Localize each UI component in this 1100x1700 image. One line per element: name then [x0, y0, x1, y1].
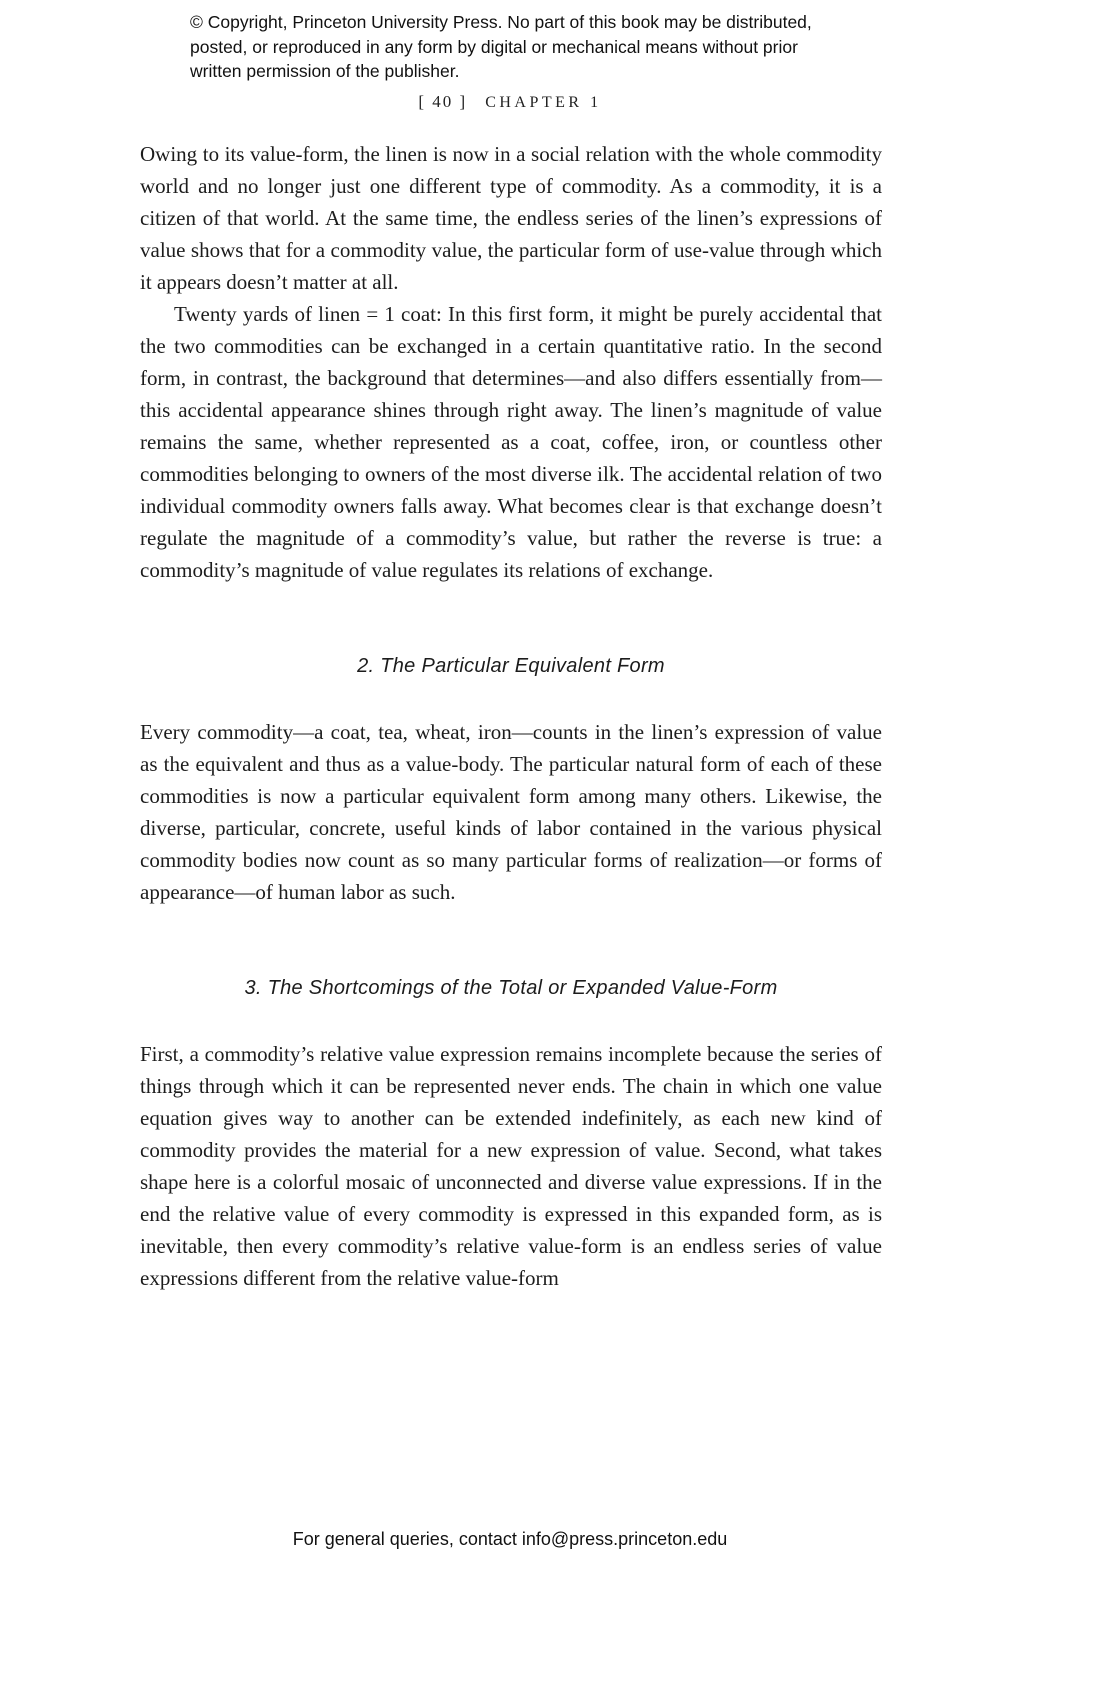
- footer-contact: For general queries, contact info@press.princeton.edu: [292, 1529, 728, 1549]
- chapter-label: CHAPTER 1: [485, 93, 602, 111]
- paragraph-4: First, a commodity’s relative value expression remains incomplete because the series of things through which it can be represented never ends. The chain in which one value equation gives way to another can be extended indefinitely, as each new kind of commodity provides the material for a new expression of value. Second, what takes shape here is a colorful mosaic of unconnected and diverse value expressions. If in the end the relative value of every commodity is expressed in this expanded form, as is inevitable, then every commodity’s relative value-form is an endless series of value expressions different from the relative value-form: [140, 1041, 882, 1290]
- section-heading-particular-equivalent-form: 2. The Particular Equivalent Form: [357, 654, 665, 677]
- body-text: [140, 138, 882, 1294]
- paragraph-3: Every commodity—a coat, tea, wheat, iron—counts in the linen’s expression of value as the equivalent and thus as a value-body. The particular natural form of each of these commodities is now a particular equivalent form among many others. Likewise, the diverse, particular, concrete, useful kinds of labor contained in the various physical commodity bodies now count as so many particular forms of realization—or forms of appearance—of human labor as such.: [140, 719, 882, 904]
- paragraph-1: Owing to its value-form, the linen is now in a social relation with the whole commodity world and no longer just one different type of commodity. As a commodity, it is a citizen of that world. At the same time, the endless series of the linen’s expressions of value shows that for a commodity value, the particular form of use-value through which it appears doesn’t matter at all.: [140, 141, 882, 294]
- page-number: [ 40 ]: [418, 91, 468, 111]
- copyright-notice: © Copyright, Princeton University Press. No part of this book may be distributed, posted, or reproduced in any form by digital or mechanical means without prior written permission of the publisher.: [190, 12, 812, 81]
- paragraph-2: Twenty yards of linen = 1 coat: In this first form, it might be purely accidental that the two commodities can be exchanged in a certain quantitative ratio. In the second form, in contrast, the background that determines—and also differs essentially from—this accidental appearance shines through right away. The linen’s magnitude of value remains the same, whether represented as a coat, coffee, iron, or countless other commodities belonging to owners of the most diverse ilk. The accidental relation of two individual commodity owners falls away. What becomes clear is that exchange doesn’t regulate the magnitude of a commodity’s value, but rather the reverse is true: a commodity’s magnitude of value regulates its relations of exchange.: [140, 301, 882, 582]
- page-header: [140, 92, 880, 112]
- section-heading-shortcomings-expanded-value-form: 3. The Shortcomings of the Total or Expanded Value-Form: [244, 976, 778, 999]
